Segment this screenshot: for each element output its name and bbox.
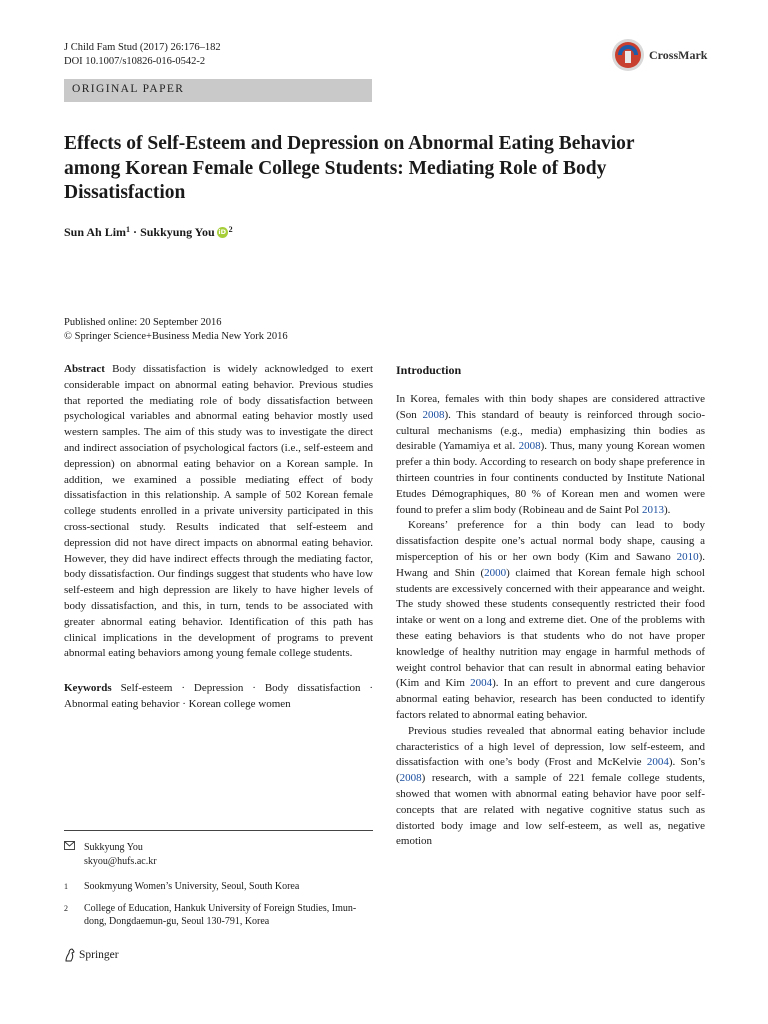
doi[interactable]: DOI 10.1007/s10826-016-0542-2 bbox=[64, 55, 206, 67]
springer-horse-icon bbox=[64, 948, 76, 962]
text-run: ). Thus, many young Korean women prefer a thin body. According to research on body shape preference in thirteen countries in four continents conducted by Institute National Etudes Démographiques, 80 % of Korean men and women were found to prefer a slim body (Robineau and de Saint Pol bbox=[396, 440, 705, 516]
paragraph bbox=[396, 518, 705, 723]
contact-name: Sukkyung You bbox=[84, 842, 143, 853]
text-run: ). In an effort to prevent and cure dangerous abnormal eating behavior, research has been conducted to identify factors related to abnormal eating behavior. bbox=[396, 677, 705, 721]
publication-info bbox=[64, 316, 288, 343]
copyright: © Springer Science+Business Media New York 2016 bbox=[64, 330, 288, 342]
text-run: ). Hwang and Shin ( bbox=[396, 550, 705, 579]
journal-header bbox=[64, 41, 221, 68]
keywords-label: Keywords bbox=[64, 682, 112, 695]
article-title: Effects of Self-Esteem and Depression on Abnormal Eating Behavior among Korean Female College Students: Mediating Role of Body Dissatisfaction bbox=[64, 133, 635, 203]
keywords-text: Self-esteem · Depression · Body dissatisfaction · Abnormal eating behavior · Korean college women bbox=[64, 682, 374, 710]
citation-link[interactable]: 2004 bbox=[470, 677, 493, 690]
affiliation-text: College of Education, Hankuk University of Foreign Studies, Imun-dong, Dongdaemun-gu, Seoul 130-791, Korea bbox=[84, 902, 357, 927]
paragraph bbox=[396, 392, 705, 518]
text-run: ). Son’s ( bbox=[396, 756, 705, 785]
abstract-column bbox=[64, 362, 373, 713]
affiliation-marker: 2 bbox=[228, 225, 233, 234]
text-run: Koreans’ preference for a thin body can lead to body dissatisfaction despite one’s actual normal body shape, causing a misperception of his or her own body (Kim and Sawano bbox=[396, 519, 705, 563]
affiliation-number: 1 bbox=[64, 882, 68, 891]
text-run: ). bbox=[663, 503, 671, 516]
publisher-name: Springer bbox=[79, 949, 119, 961]
abstract bbox=[64, 362, 373, 662]
citation-link[interactable]: 2010 bbox=[676, 550, 699, 563]
author-name[interactable]: Sun Ah Lim bbox=[64, 225, 127, 239]
affiliation-number: 2 bbox=[64, 903, 68, 913]
text-run: ) claimed that Korean female high school students are excessively concerned with their appearance and weight. The study showed these students consequently restricted their food intake or went on a long and extreme diet. One of the problems with these eating behaviors is that students who do not have proper knowledge of healthy nutrition may engage in harmful methods of weight control behavior that can result in abnormal eating behavior (Kim and Kim bbox=[396, 566, 705, 690]
affiliation-marker: 1 bbox=[126, 225, 131, 234]
abstract-label: Abstract bbox=[64, 363, 105, 375]
affiliation-row bbox=[64, 880, 373, 894]
text-run: ) research, with a sample of 221 female college students, showed that women with abnormal eating behavior have poor self-concepts that are related with negative cognitive status such as distorted body image and low self-esteem, as well as, negative emotion bbox=[396, 772, 705, 848]
introduction-column bbox=[396, 362, 705, 850]
contact-row bbox=[64, 841, 373, 868]
journal-citation: J Child Fam Stud (2017) 26:176–182 bbox=[64, 42, 221, 53]
citation-link[interactable]: 2008 bbox=[399, 772, 422, 785]
footnotes bbox=[64, 830, 373, 929]
contact-email[interactable]: skyou@hufs.ac.kr bbox=[84, 855, 157, 867]
abstract-text: Body dissatisfaction is widely acknowledged to exert considerable impact on abnormal eating behavior. Previous studies that reported the mediating role of body dissatisfaction between psychological variables and abnormal eating behavior mostly used western samples. The aim of this study was to investigate the direct and indirect association of psychological factors (i.e., self-esteem and depression) on abnormal eating behavior on a Korean sample. In addition, we examined a possible mediating effect of body dissatisfaction in this relationship. A sample of 502 Korean female college students enrolled in a private university participated in this cross-sectional study. Results indicated that self-esteem and depression did not have direct impacts on abnormal eating behavior. However, they did have indirect effects through the mediating factor, body dissatisfaction. Our findings suggest that students who have low self-esteem and high depression are likely to have higher levels of body dissatisfaction, and this, in turn, tends to be associated with greater abnormal eating behavior. Identification of this path has clinical implications in the development of programs to prevent abnormal eating behaviors among young female college students. bbox=[64, 363, 373, 660]
crossmark-icon bbox=[611, 38, 645, 72]
citation-link[interactable]: 2000 bbox=[484, 566, 507, 579]
affiliation-row bbox=[64, 902, 373, 929]
author-name[interactable]: Sukkyung You bbox=[140, 225, 215, 239]
envelope-icon bbox=[64, 841, 84, 868]
orcid-icon[interactable]: iD bbox=[218, 228, 226, 236]
citation-link[interactable]: 2008 bbox=[422, 408, 445, 421]
section-heading: Introduction bbox=[396, 363, 462, 377]
article-type-banner: ORIGINAL PAPER bbox=[64, 79, 372, 102]
publisher-footer bbox=[64, 948, 119, 962]
author-list bbox=[64, 225, 233, 240]
crossmark-label: CrossMark bbox=[649, 47, 708, 62]
citation-link[interactable]: 2004 bbox=[646, 756, 669, 769]
citation-link[interactable]: 2013 bbox=[641, 503, 664, 516]
published-date: Published online: 20 September 2016 bbox=[64, 317, 222, 328]
citation-link[interactable]: 2008 bbox=[518, 440, 541, 453]
text-run: Previous studies revealed that abnormal eating behavior include characteristics of a high level of depression, low self-esteem, and dissatisfaction with one’s body (Frost and McKelvie bbox=[396, 724, 705, 769]
affiliation-text: Sookmyung Women’s University, Seoul, South Korea bbox=[84, 881, 300, 892]
crossmark-badge[interactable] bbox=[611, 38, 707, 72]
text-run: In Korea, females with thin body shapes are considered attractive (Son bbox=[396, 393, 705, 421]
text-run: ). This standard of beauty is reinforced through socio-cultural mechanisms (e.g., media) emphasizing thin bodies as desirable (Yamamiya et al. bbox=[396, 408, 706, 453]
author-separator: · bbox=[130, 225, 141, 239]
paragraph bbox=[396, 724, 705, 850]
keywords bbox=[64, 681, 373, 713]
